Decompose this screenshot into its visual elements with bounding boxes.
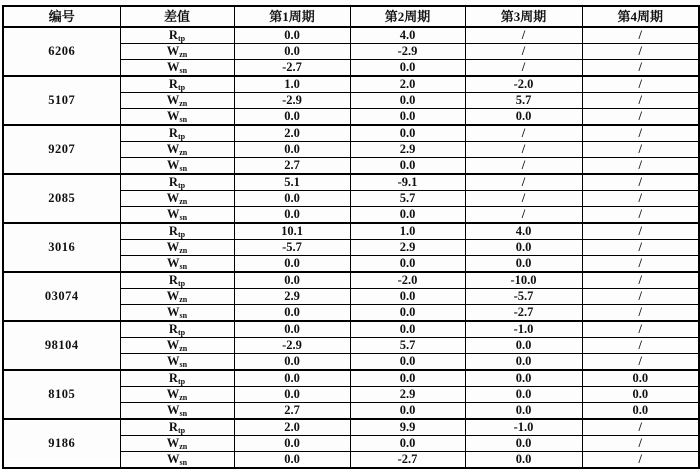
header-diff: 差值: [120, 6, 234, 27]
value-cell: 0.0: [465, 436, 582, 452]
table-body: [3, 27, 699, 468]
diff-symbol: W: [166, 452, 180, 467]
table-row: [3, 370, 699, 387]
value-cell: /: [582, 321, 699, 338]
bearing-id-cell: 2085: [3, 174, 120, 223]
value-cell: 1.0: [350, 223, 465, 240]
value-cell: 0.0: [350, 354, 465, 371]
value-cell: 5.7: [350, 191, 465, 207]
value-cell: 0.0: [350, 207, 465, 224]
diff-label-cell: [120, 93, 234, 109]
diff-label-cell: [120, 305, 234, 322]
diff-subscript: sn: [179, 164, 188, 174]
value-cell: -5.7: [234, 240, 350, 256]
diff-label-cell: [120, 191, 234, 207]
value-cell: 0.0: [350, 403, 465, 420]
diff-subscript: tp: [177, 426, 186, 436]
diff-subscript: zn: [179, 50, 188, 60]
diff-subscript: zn: [179, 442, 188, 452]
value-cell: 0.0: [234, 44, 350, 60]
diff-symbol: W: [166, 60, 180, 75]
diff-symbol: R: [168, 273, 178, 288]
diff-symbol: W: [166, 207, 180, 222]
value-cell: 0.0: [234, 207, 350, 224]
value-cell: 0.0: [234, 109, 350, 126]
value-cell: /: [582, 354, 699, 371]
table-row: [3, 76, 699, 93]
value-cell: 0.0: [234, 191, 350, 207]
value-cell: /: [582, 289, 699, 305]
diff-label-cell: [120, 142, 234, 158]
diff-label-cell: [120, 240, 234, 256]
value-cell: 2.0: [234, 419, 350, 436]
value-cell: 0.0: [582, 370, 699, 387]
diff-label-cell: [120, 354, 234, 371]
diff-label-cell: [120, 419, 234, 436]
diff-symbol: R: [168, 28, 178, 43]
diff-label-cell: [120, 125, 234, 142]
diff-subscript: zn: [179, 148, 188, 158]
value-cell: -2.0: [465, 76, 582, 93]
value-cell: /: [465, 125, 582, 142]
value-cell: 0.0: [465, 256, 582, 273]
value-cell: -2.9: [234, 93, 350, 109]
diff-label-cell: [120, 387, 234, 403]
value-cell: 2.9: [350, 240, 465, 256]
diff-subscript: sn: [179, 262, 188, 272]
diff-subscript: tp: [177, 181, 186, 191]
diff-symbol: W: [166, 436, 180, 451]
bearing-id-cell: 3016: [3, 223, 120, 272]
diff-label-cell: [120, 223, 234, 240]
value-cell: 0.0: [234, 321, 350, 338]
table-row: [3, 174, 699, 191]
value-cell: -2.9: [350, 44, 465, 60]
diff-symbol: R: [168, 371, 178, 386]
value-cell: 0.0: [234, 370, 350, 387]
header-cycle-3: 第3周期: [465, 6, 582, 27]
diff-symbol: R: [168, 420, 178, 435]
table-row: [3, 27, 699, 44]
value-cell: 2.9: [234, 289, 350, 305]
value-cell: 0.0: [234, 305, 350, 322]
value-cell: /: [582, 125, 699, 142]
header-cycle-4: 第4周期: [582, 6, 699, 27]
header-cycle-2: 第2周期: [350, 6, 465, 27]
value-cell: /: [582, 109, 699, 126]
value-cell: 0.0: [234, 452, 350, 469]
bearing-id-cell: 98104: [3, 321, 120, 370]
value-cell: 0.0: [234, 387, 350, 403]
diff-symbol: R: [168, 126, 178, 141]
table-row: [3, 125, 699, 142]
value-cell: 0.0: [234, 272, 350, 289]
value-cell: 0.0: [234, 354, 350, 371]
diff-symbol: W: [166, 338, 180, 353]
diff-label-cell: [120, 289, 234, 305]
value-cell: -9.1: [350, 174, 465, 191]
table-row: [3, 321, 699, 338]
value-cell: -1.0: [465, 419, 582, 436]
diff-label-cell: [120, 207, 234, 224]
diff-subscript: zn: [179, 393, 188, 403]
value-cell: /: [465, 142, 582, 158]
bearing-id-cell: 5107: [3, 76, 120, 125]
diff-subscript: sn: [179, 458, 188, 468]
value-cell: 5.1: [234, 174, 350, 191]
table-row: [3, 272, 699, 289]
value-cell: /: [465, 27, 582, 44]
table-row: [3, 223, 699, 240]
value-cell: /: [582, 27, 699, 44]
diff-label-cell: [120, 403, 234, 420]
value-cell: -2.7: [234, 60, 350, 77]
diff-label-cell: [120, 338, 234, 354]
diff-subscript: tp: [177, 132, 186, 142]
value-cell: 4.0: [350, 27, 465, 44]
value-cell: 0.0: [350, 109, 465, 126]
diff-subscript: sn: [179, 115, 188, 125]
value-cell: 2.7: [234, 403, 350, 420]
value-cell: /: [582, 44, 699, 60]
diff-subscript: tp: [177, 230, 186, 240]
value-cell: 0.0: [465, 387, 582, 403]
value-cell: 0.0: [465, 354, 582, 371]
diff-subscript: tp: [177, 279, 186, 289]
value-cell: /: [582, 93, 699, 109]
bearing-id-cell: 9186: [3, 419, 120, 468]
diff-subscript: sn: [179, 409, 188, 419]
value-cell: /: [582, 338, 699, 354]
value-cell: 1.0: [234, 76, 350, 93]
diff-label-cell: [120, 370, 234, 387]
value-cell: /: [582, 419, 699, 436]
diff-label-cell: [120, 452, 234, 469]
diff-symbol: W: [166, 354, 180, 369]
value-cell: /: [465, 158, 582, 175]
diff-symbol: R: [168, 224, 178, 239]
value-cell: 2.0: [234, 125, 350, 142]
diff-symbol: W: [166, 387, 180, 402]
diff-symbol: W: [166, 191, 180, 206]
value-cell: /: [582, 305, 699, 322]
diff-symbol: W: [166, 158, 180, 173]
table-row: [3, 419, 699, 436]
value-cell: 9.9: [350, 419, 465, 436]
diff-label-cell: [120, 76, 234, 93]
value-cell: /: [582, 272, 699, 289]
value-cell: 0.0: [582, 403, 699, 420]
diff-label-cell: [120, 60, 234, 77]
value-cell: 0.0: [234, 436, 350, 452]
value-cell: 0.0: [350, 60, 465, 77]
bearing-id-cell: 03074: [3, 272, 120, 321]
value-cell: /: [465, 191, 582, 207]
value-cell: 10.1: [234, 223, 350, 240]
value-cell: 0.0: [350, 158, 465, 175]
diff-subscript: tp: [177, 328, 186, 338]
diff-subscript: sn: [179, 66, 188, 76]
diff-label-cell: [120, 321, 234, 338]
bearing-id-cell: 9207: [3, 125, 120, 174]
value-cell: /: [465, 60, 582, 77]
value-cell: /: [582, 60, 699, 77]
value-cell: 2.0: [350, 76, 465, 93]
diff-subscript: sn: [179, 311, 188, 321]
value-cell: 5.7: [465, 93, 582, 109]
value-cell: /: [582, 158, 699, 175]
value-cell: 2.9: [350, 387, 465, 403]
value-cell: /: [465, 207, 582, 224]
value-cell: /: [582, 452, 699, 469]
value-cell: /: [582, 174, 699, 191]
bearing-id-cell: 6206: [3, 27, 120, 76]
value-cell: -2.0: [350, 272, 465, 289]
value-cell: 0.0: [465, 403, 582, 420]
value-cell: 0.0: [350, 305, 465, 322]
diff-symbol: W: [166, 403, 180, 418]
diff-subscript: sn: [179, 213, 188, 223]
value-cell: /: [582, 142, 699, 158]
value-cell: 0.0: [234, 256, 350, 273]
value-cell: 4.0: [465, 223, 582, 240]
value-cell: 0.0: [465, 370, 582, 387]
header-id: 编号: [3, 6, 120, 27]
value-cell: 0.0: [350, 321, 465, 338]
value-cell: -10.0: [465, 272, 582, 289]
value-cell: -2.7: [350, 452, 465, 469]
diff-label-cell: [120, 27, 234, 44]
diff-symbol: W: [166, 142, 180, 157]
diff-subscript: tp: [177, 377, 186, 387]
value-cell: -5.7: [465, 289, 582, 305]
value-cell: 0.0: [465, 109, 582, 126]
value-cell: /: [582, 76, 699, 93]
diff-subscript: tp: [177, 83, 186, 93]
diff-subscript: zn: [179, 99, 188, 109]
value-cell: /: [582, 240, 699, 256]
value-cell: 2.7: [234, 158, 350, 175]
measurement-table: [2, 5, 700, 469]
value-cell: -2.9: [234, 338, 350, 354]
diff-subscript: zn: [179, 344, 188, 354]
diff-label-cell: [120, 272, 234, 289]
value-cell: -1.0: [465, 321, 582, 338]
value-cell: 0.0: [582, 387, 699, 403]
value-cell: 0.0: [465, 338, 582, 354]
value-cell: -2.7: [465, 305, 582, 322]
value-cell: 0.0: [234, 142, 350, 158]
value-cell: /: [582, 191, 699, 207]
header-cycle-1: 第1周期: [234, 6, 350, 27]
diff-label-cell: [120, 256, 234, 273]
value-cell: 0.0: [465, 452, 582, 469]
diff-label-cell: [120, 44, 234, 60]
value-cell: 5.7: [350, 338, 465, 354]
diff-subscript: sn: [179, 360, 188, 370]
diff-subscript: tp: [177, 34, 186, 44]
value-cell: 0.0: [350, 289, 465, 305]
diff-symbol: W: [166, 240, 180, 255]
value-cell: 0.0: [350, 256, 465, 273]
value-cell: /: [582, 223, 699, 240]
diff-symbol: W: [166, 44, 180, 59]
diff-subscript: zn: [179, 246, 188, 256]
diff-label-cell: [120, 109, 234, 126]
value-cell: 2.9: [350, 142, 465, 158]
diff-label-cell: [120, 158, 234, 175]
diff-subscript: zn: [179, 197, 188, 207]
bearing-id-cell: 8105: [3, 370, 120, 419]
value-cell: /: [465, 44, 582, 60]
value-cell: 0.0: [465, 240, 582, 256]
diff-symbol: W: [166, 256, 180, 271]
value-cell: 0.0: [350, 93, 465, 109]
diff-symbol: W: [166, 93, 180, 108]
value-cell: 0.0: [350, 436, 465, 452]
diff-symbol: R: [168, 175, 178, 190]
value-cell: /: [582, 207, 699, 224]
diff-symbol: R: [168, 77, 178, 92]
header-row: [3, 6, 699, 27]
diff-subscript: zn: [179, 295, 188, 305]
diff-symbol: W: [166, 289, 180, 304]
value-cell: /: [582, 256, 699, 273]
value-cell: 0.0: [350, 125, 465, 142]
diff-label-cell: [120, 436, 234, 452]
diff-symbol: R: [168, 322, 178, 337]
diff-symbol: W: [166, 305, 180, 320]
value-cell: /: [582, 436, 699, 452]
diff-symbol: W: [166, 109, 180, 124]
value-cell: 0.0: [234, 27, 350, 44]
diff-label-cell: [120, 174, 234, 191]
value-cell: 0.0: [350, 370, 465, 387]
value-cell: /: [465, 174, 582, 191]
